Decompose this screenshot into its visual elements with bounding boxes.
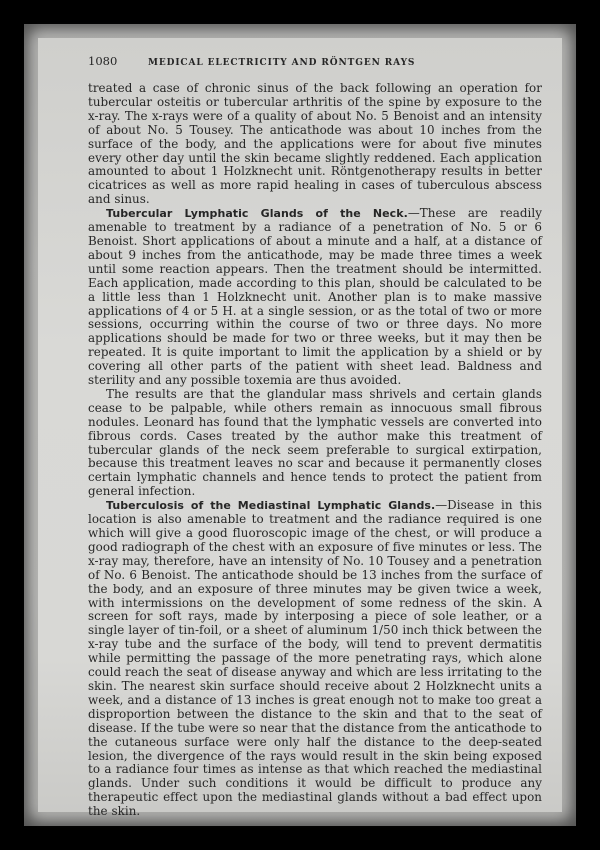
photo-frame [24,24,576,826]
page-content [88,54,542,819]
paragraph-text: —Disease in this location is also amenable to treatment and the radiance required is one which will give a good fluoroscopic image of the chest, or will produce a good radiograph of the chest with an exposure of five minutes or less. The x-ray may, therefore, have an intensity of No. 10 Tousey and a penetration of No. 6 Benoist. The anticathode should be 13 inches from the surface of the body, and an exposure of three minutes may be given twice a week, with intermissions on the development of some redness of the skin. A screen for soft rays, made by interposing a piece of sole leather, or a single layer of tin-foil, or a sheet of aluminum 1/50 inch thick between the x-ray tube and the surface of the body, will tend to prevent dermatitis while permitting the passage of the more penetrating rays, which alone could reach the seat of disease anyway and which are less irritating to the skin. The nearest skin surface should receive about 2 Holzknecht units a week, and a distance of 13 inches is great enough not to make too great a disproportion between the distance to the skin and that to the seat of disease. If the tube were so near that the distance from the anticathode to the cutaneous surface were only half the distance to the deep-seated lesion, the divergence of the rays would result in the skin being exposed to a radiance four times as intense as that which reached the mediastinal glands. Under such conditions it would be difficult to produce any therapeutic effect upon the mediastinal glands without a bad effect upon the skin. [88,498,542,819]
section-heading-mediastinal-glands: Tuberculosis of the Mediastinal Lymphatic Glands. [106,499,436,513]
paragraph-sinus-treatment [88,82,542,207]
paragraph-neck-glands [88,207,542,388]
running-head-title: MEDICAL ELECTRICITY AND RÖNTGEN RAYS [148,58,416,68]
paragraph-mediastinal-glands [88,499,542,819]
running-head [88,54,542,82]
paragraph-results [88,388,542,499]
book-page [38,38,562,819]
section-heading-neck-glands: Tubercular Lymphatic Glands of the Neck. [106,207,408,221]
paragraph-text: The results are that the glandular mass shrivels and certain glands cease to be palpable, while others remain as innocuous small fibrous nodules. Leonard has found that the lymphatic vessels are converted into fibrous cords. Cases treated by the author make this treatment of tubercular glands of the neck seem preferable to surgical extirpation, because this treatment leaves no scar and because it permanently closes certain lymphatic channels and hence tends to protect the patient from general infection. [88,386,542,499]
paragraph-text: treated a case of chronic sinus of the back following an operation for tubercular osteitis or tubercular arthritis of the spine by exposure to the x-ray. The x-rays were of a quality of about No. 5 Benoist and an intensity of about No. 5 Tousey. The anticathode was about 10 inches from the surface of the body, and the applications were for about five minutes every other day until the skin became slightly reddened. Each application amounted to about 1 Holzknecht unit. Röntgenotherapy results in better cicatrices as well as more rapid healing in cases of tuberculous abscess and sinus. [88,81,542,207]
paragraph-text: —These are readily amenable to treatment by a radiance of a penetration of No. 5 or 6 Benoist. Short applications of about a minute and a half, at a distance of about 9 inches from the anticathode, may be made three times a week until some reaction appears. Then the treatment should be intermitted. Each application, made according to this plan, should be calculated to be a little less than 1 Holzknecht unit. Another plan is to make massive applications of 4 or 5 H. at a single session, or as the total of two or more sessions, occurring within the course of two or three days. No more applications should be made for two or three weeks, but it may then be repeated. It is quite important to limit the application by a shield or by covering all other parts of the patient with sheet lead. Baldness and sterility and any possible toxemia are thus avoided. [88,206,542,388]
page-number: 1080 [88,54,118,68]
